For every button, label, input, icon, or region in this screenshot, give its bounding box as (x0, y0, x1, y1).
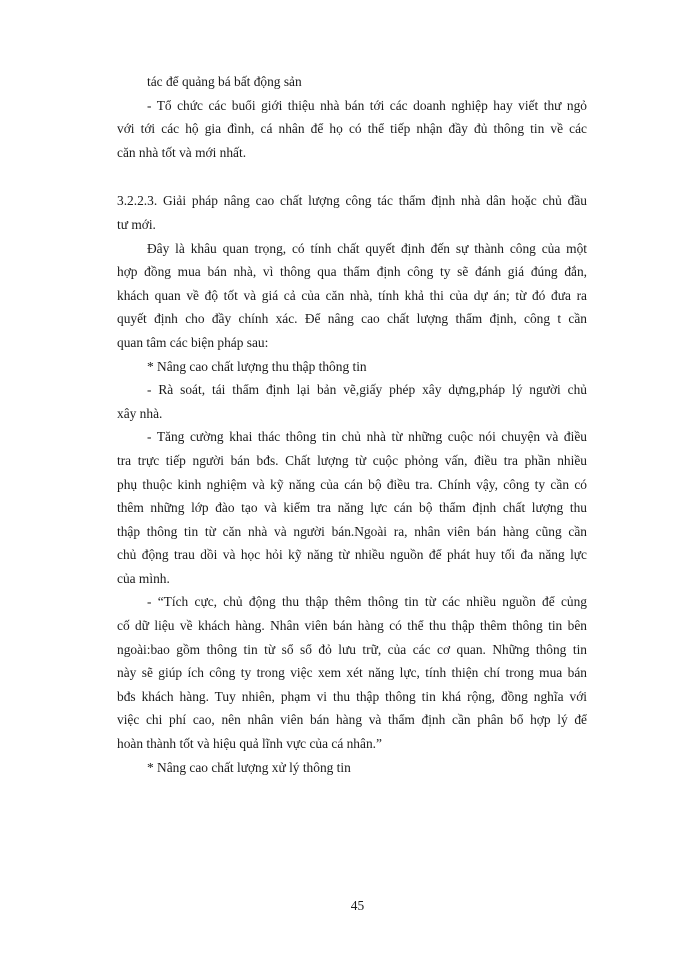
text-line: - Tăng cường khai thác thông tin chủ nhà từ những cuộc nói chuyện và điều (147, 429, 587, 445)
page-number: 45 (350, 898, 365, 913)
text-line: phụ thuộc kinh nghiệm và kỹ năng của cán bộ điều tra. Chính vậy, công ty cần có (117, 476, 587, 492)
text-line: hoàn thành tốt và hiệu quả lĩnh vực của cá nhân.” (117, 736, 382, 752)
text-line: của mình. (117, 570, 170, 586)
text-line: khách quan về độ tốt và giá cả của căn nhà, tính khả thi của dự án; từ đó đưa ra (117, 287, 587, 303)
text-line: bđs khách hàng. Tuy nhiên, phạm vi thu thập thông tin khá rộng, đồng nghĩa với (117, 688, 587, 704)
text-line: quyết định cho đầy chính xác. Để nâng cao chất lượng thẩm định, công t cần (117, 311, 587, 327)
text-line: - Rà soát, tái thẩm định lại bản vẽ,giấy phép xây dựng,pháp lý người chủ (147, 382, 587, 398)
text-line: - “Tích cực, chủ động thu thập thêm thông tin từ các nhiều nguồn để củng (147, 594, 587, 610)
text-line: xây nhà. (117, 405, 163, 421)
text-line: tác để quảng bá bất động sản (147, 74, 302, 89)
text-line: tra trực tiếp người bán bđs. Chất lượng từ cuộc phỏng vấn, điều tra phần nhiều (117, 452, 587, 468)
document-body (117, 70, 587, 779)
text-line: việc chi phí cao, nên nhân viên bán hàng và thẩm định cần phân bổ hợp lý để (117, 712, 587, 728)
text-line: thập thông tin từ căn nhà và người bán.Ngoài ra, nhân viên bán hàng cũng cần (117, 523, 587, 539)
section-heading-line: 3.2.2.3. Giải pháp nâng cao chất lượng công tác thẩm định nhà dân hoặc chủ đầu (117, 193, 587, 209)
text-line: ngoài:bao gồm thông tin từ sổ sổ đỏ lưu trữ, của các cơ quan. Những thông tin (117, 641, 587, 657)
text-line: - Tổ chức các buổi giới thiệu nhà bán tới các doanh nghiệp hay viết thư ngỏ (147, 97, 587, 113)
text-line: quan tâm các biện pháp sau: (117, 334, 269, 350)
text-line: chủ động trau dồi và học hỏi kỹ năng từ nhiều nguồn để phát huy tối đa năng lực (117, 547, 587, 563)
section-heading-line: tư mới. (117, 216, 156, 232)
text-line: cố dữ liệu về khách hàng. Nhân viên bán hàng có thể thu thập thêm thông tin bên (117, 618, 587, 634)
text-line: căn nhà tốt và mới nhất. (117, 144, 247, 160)
text-line: với tới các hộ gia đình, cá nhân để họ có thể tiếp nhận đầy đủ thông tin về các (117, 121, 587, 137)
text-line: hợp đồng mua bán nhà, vì thông qua thẩm định công ty sẽ đánh giá đúng đắn, (117, 264, 587, 280)
text-line: Đây là khâu quan trọng, có tính chất quyết định đến sự thành công của một (147, 240, 587, 256)
text-line: thêm những lớp đào tạo và kiểm tra năng lực cán bộ thẩm định chất lượng thu (117, 500, 587, 516)
subheading-line: * Nâng cao chất lượng xử lý thông tin (147, 759, 351, 775)
text-line: này sẽ giúp ích công ty trong việc xem xét năng lực, tính thiện chí trong mua bán (117, 665, 587, 681)
subheading-line: * Nâng cao chất lượng thu thập thông tin (147, 358, 367, 374)
